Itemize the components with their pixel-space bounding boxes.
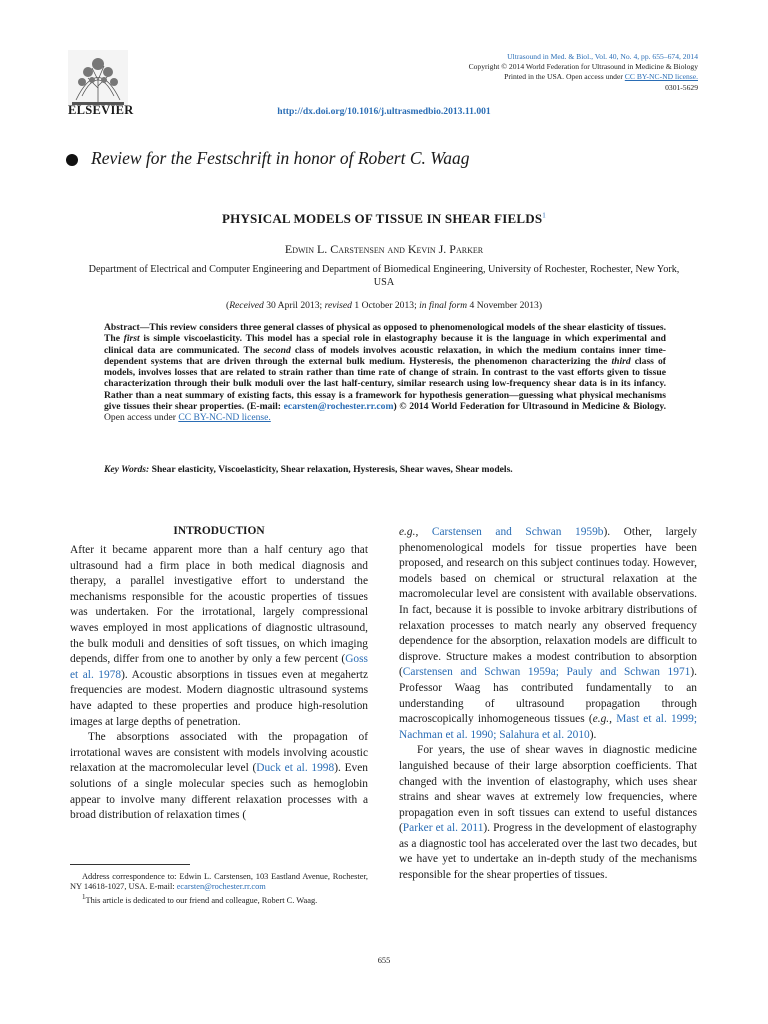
- section-label: Review for the Festschrift in honor of Robert C. Waag: [91, 148, 470, 168]
- intro-paragraph-3: For years, the use of shear waves in diagnostic medicine languished because of their large absorption coefficients. That changed with the invention of elastography, which uses shear strains and shear waves at extremely low frequencies, where propagation even in soft tissues can extend to useful distances (Parker et al. 2011). Progress in the development of elastography as a diagnostic tool has accelerated over the last two decades, but we have yet to undertake an in-depth study of the mechanisms responsible for the shear properties of tissues.: [399, 744, 697, 882]
- left-column: [70, 543, 368, 824]
- ref-mast-nachman-salahura[interactable]: Mast et al. 1999; Nachman et al. 1990; Salahura et al. 2010: [399, 713, 697, 741]
- footnotes: [70, 872, 368, 906]
- bullet-icon: [66, 154, 78, 166]
- intro-paragraph-2: The absorptions associated with the propagation of irrotational waves are consistent with models involving acoustic relaxation at the macromolecular level (Duck et al. 1998). Even solutions of a single molecular species such as hemoglobin appear to involve many different relaxation processes with a broad distribution of relaxation times (: [70, 731, 368, 822]
- publisher-logo-text: ELSEVIER: [68, 103, 134, 117]
- copyright-line: Copyright © 2014 World Federation for Ultrasound in Medicine & Biology: [468, 62, 698, 72]
- ref-carstensen-1959a-pauly-1971[interactable]: Carstensen and Schwan 1959a; Pauly and Schwan 1971: [402, 666, 691, 679]
- intro-paragraph-1: After it became apparent more than a half century ago that ultrasound had a firm place in both medical diagnosis and therapy, a parallel investigative effort to understand the mechanisms responsible for the acoustic properties of tissues was undertaken. For the irrotational, largely compressional waves employed in most applications of diagnostic ultrasound, the bulk moduli and densities of soft tissues, on which imaging depends, differ from one to another by only a few percent (Goss et al. 1978). Acoustic absorptions in tissues even at megahertz frequencies are modest. Modern diagnostic ultrasound systems have adapted to these properties and produce high-resolution images at large depths of penetration.: [70, 544, 368, 728]
- article-title: PHYSICAL MODELS OF TISSUE IN SHEAR FIELDS$^1$: [222, 211, 546, 226]
- ref-parker-2011[interactable]: Parker et al. 2011: [402, 822, 484, 835]
- authors: Edwin L. Carstensen and Kevin J. Parker: [284, 242, 484, 256]
- footnote-divider: [70, 864, 190, 865]
- affiliation: Department of Electrical and Computer Engineering and Department of Biomedical Engineering, University of Rochester, Rochester, New York, USA: [88, 264, 680, 288]
- introduction-heading: INTRODUCTION: [173, 525, 265, 537]
- intro-paragraph-2-continued: e.g., Carstensen and Schwan 1959b). Other, largely phenomenological models for tissue properties have been proposed, and research on this subject continues today. However, models based on chemical or structural relaxation at the macromolecular level are consistent with available observations. In fact, because it is possible to invoke arbitrary distributions of relaxation processes to match nearly any observed frequency dependence for the absorption, relaxation models are difficult to disprove. Structure makes a modest contribution to absorption (Carstensen and Schwan 1959a; Pauly and Schwan 1971). Professor Waag has contributed fundamentally to an understanding of ultrasound propagation through macroscopically inhomogeneous tissues (e.g., Mast et al. 1999; Nachman et al. 1990; Salahura et al. 2010).: [399, 526, 697, 741]
- correspondence-email-link[interactable]: ecarsten@rochester.rr.com: [176, 882, 266, 892]
- keywords: Key Words: Shear elasticity, Viscoelasticity, Shear relaxation, Hysteresis, Shear waves, Shear models.: [104, 464, 513, 475]
- journal-header: [469, 52, 698, 93]
- license-link[interactable]: CC BY-NC-ND license.: [624, 72, 698, 82]
- article-history: (Received 30 April 2013; revised 1 October 2013; in final form 4 November 2013): [225, 300, 543, 311]
- correspondence-note: Address correspondence to: Edwin L. Carstensen, 103 Eastland Avenue, Rochester, NY 14618-1027, USA. E-mail: ecarsten@rochester.rr.com: [70, 872, 368, 892]
- page-number: 655: [377, 956, 391, 965]
- ref-carstensen-1959b[interactable]: Carstensen and Schwan 1959b: [431, 526, 604, 538]
- title-footnote-link[interactable]: 1: [542, 211, 546, 220]
- dedication-note: $^1$This article is dedicated to our friend and colleague, Robert C. Waag.: [82, 893, 318, 906]
- right-column: [399, 525, 697, 884]
- abstract-license-link[interactable]: CC BY-NC-ND license.: [178, 412, 271, 424]
- abstract-email-link[interactable]: ecarsten@rochester.rr.com: [283, 401, 394, 413]
- doi-link[interactable]: http://dx.doi.org/10.1016/j.ultrasmedbio.2013.11.001: [277, 106, 491, 117]
- abstract: Abstract—This review considers three general classes of physical as opposed to phenomenological models of the shear elasticity of tissues. The first is simple viscoelasticity. This model has a special role in elastography because it is the language in which experimental and clinical data are communicated. The second class of models involves acoustic relaxation, in which the medium contains inner time-dependent systems that are driven through the external bulk medium. Hysteresis, the phenomenon characterizing the third class of models, involves losses that are related to strain rather than time rate of change of strain. In contrast to the vast efforts given to tissue characterization through their bulk moduli over the last half-century, similar research using low-frequency shear data is in its infancy. Rather than a neat summary of existing facts, this essay is a framework for hypothesis generation—guessing what physical mechanisms give tissues their shear properties. (E-mail: ecarsten@rochester.rr.com) © 2014 World Federation for Ultrasound in Medicine & Biology. Open access under CC BY-NC-ND license.: [104, 322, 666, 424]
- issn: 0301-5629: [665, 82, 698, 92]
- ref-goss-1978[interactable]: Goss et al. 1978: [70, 653, 368, 681]
- printed-line: Printed in the USA. Open access under CC BY-NC-ND license.: [504, 72, 698, 82]
- journal-citation[interactable]: Ultrasound in Med. & Biol., Vol. 40, No. 4, pp. 655–674, 2014: [507, 52, 698, 61]
- ref-duck-1998[interactable]: Duck et al. 1998: [256, 762, 335, 775]
